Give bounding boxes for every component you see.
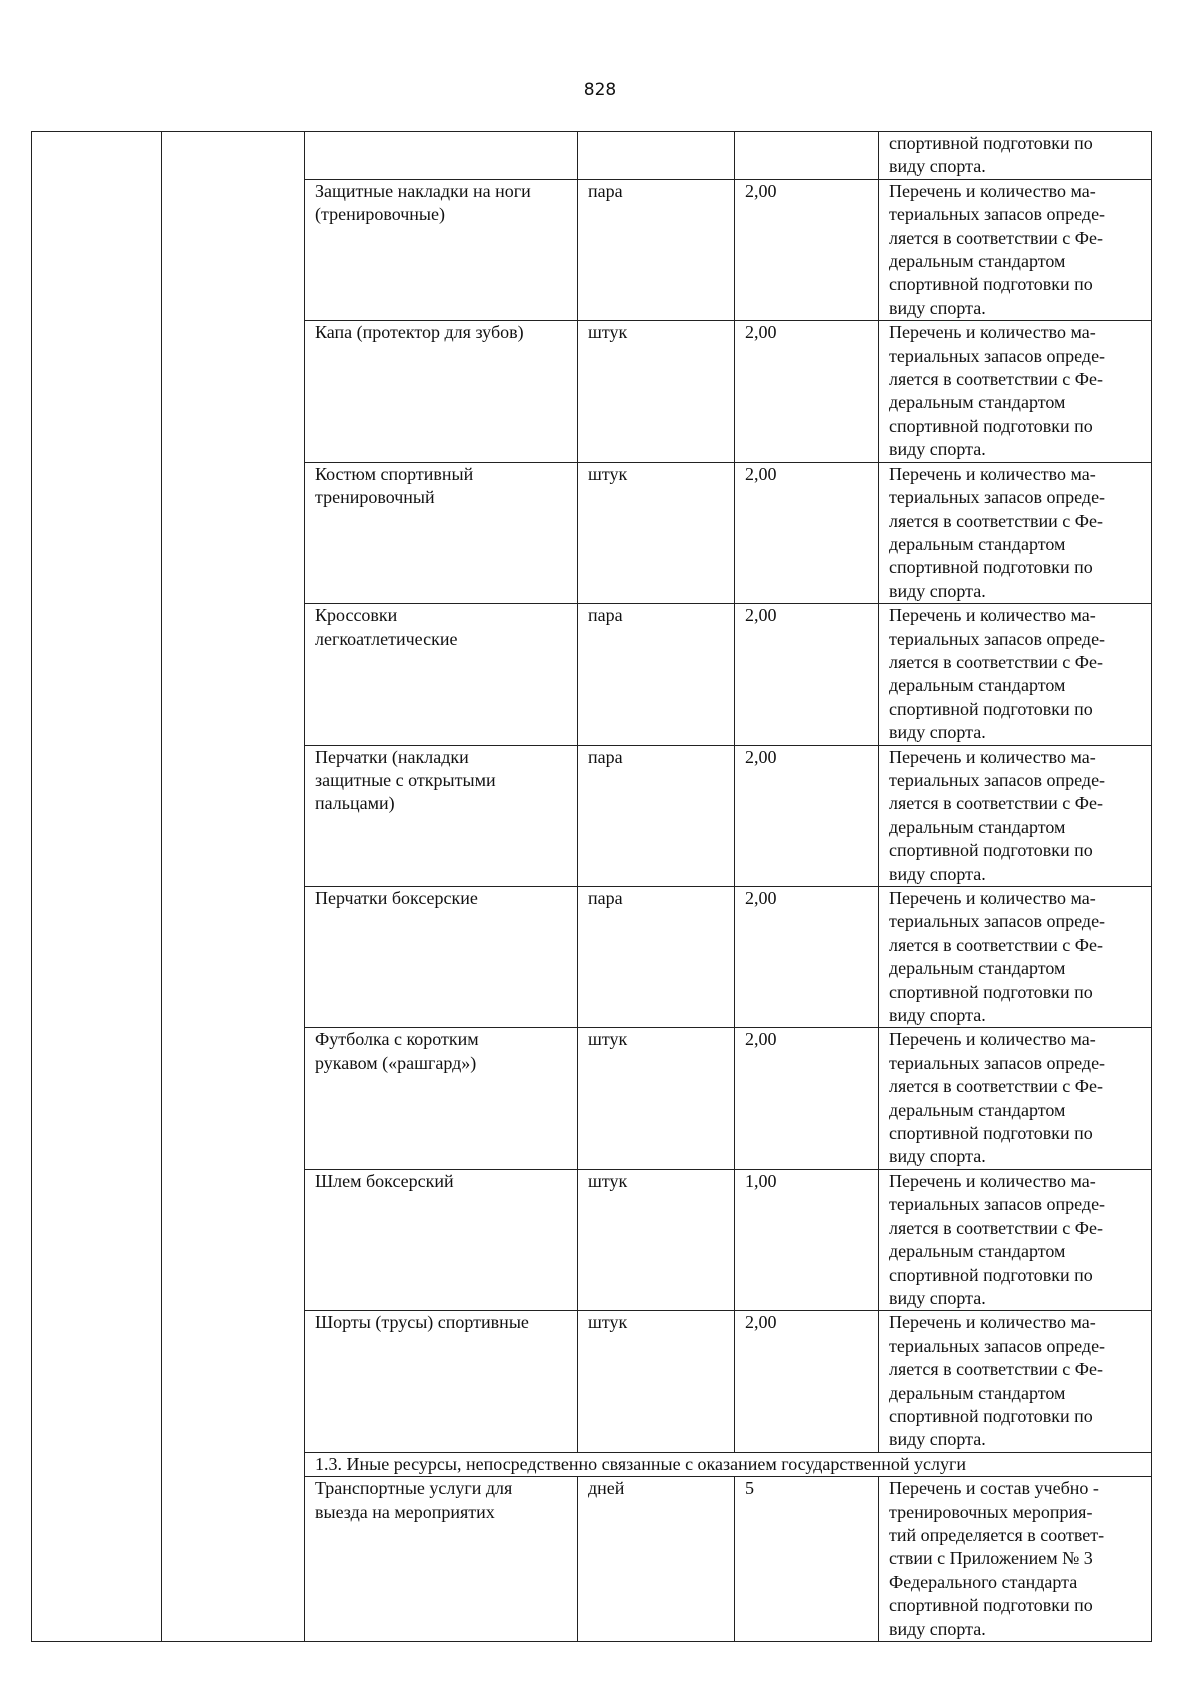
table-cell-note	[879, 1311, 1152, 1452]
note-line: виду спорта.	[889, 439, 986, 460]
note-line: виду спорта.	[889, 863, 986, 884]
note-line: спортивной подготовки по	[889, 274, 1093, 295]
table-cell-unit: дней	[578, 1477, 735, 1642]
note-line: деральным стандартом	[889, 1382, 1066, 1403]
note-line: спортивной подготовки по	[889, 133, 1093, 153]
table-cell-name	[305, 604, 578, 745]
note-line: виду спорта.	[889, 297, 986, 318]
item-name-line: (тренировочные)	[315, 204, 446, 225]
table-cell-name	[305, 321, 578, 462]
note-line: ляется в соответствии с Фе-	[889, 934, 1104, 955]
note-line: спортивной подготовки по	[889, 840, 1093, 861]
note-line: териальных запасов опреде-	[889, 1052, 1106, 1073]
section-heading: 1.3. Иные ресурсы, непосредственно связанные с оказанием государственной услуги	[305, 1452, 1152, 1476]
note-line: ляется в соответствии с Фе-	[889, 1359, 1104, 1380]
table-cell-unit: пара	[578, 604, 735, 745]
note-line: ляется в соответствии с Фе-	[889, 227, 1104, 248]
note-line: Перечень и количество ма-	[889, 746, 1096, 767]
note-line: виду спорта.	[889, 580, 986, 601]
note-line: спортивной подготовки по	[889, 981, 1093, 1002]
item-name-line: тренировочный	[315, 487, 435, 508]
note-line: ляется в соответствии с Фе-	[889, 1217, 1104, 1238]
table-cell-unit: штук	[578, 1311, 735, 1452]
table-cell-name	[305, 745, 578, 886]
table-cell-qty: 2,00	[735, 462, 879, 603]
table-cell-qty: 2,00	[735, 1311, 879, 1452]
page-number: 828	[583, 80, 617, 100]
note-line: Перечень и количество ма-	[889, 322, 1096, 343]
item-name-line: Защитные накладки на ноги	[315, 180, 531, 201]
item-name-line: пальцами)	[315, 793, 395, 814]
table-cell-name	[305, 179, 578, 320]
note-line: деральным стандартом	[889, 1241, 1066, 1262]
table-cell-name	[305, 1311, 578, 1452]
note-line: териальных запасов опреде-	[889, 628, 1106, 649]
note-line: деральным стандартом	[889, 675, 1066, 696]
item-name-line: легкоатлетические	[315, 628, 458, 649]
table-cell-note	[879, 1028, 1152, 1169]
note-line: спортивной подготовки по	[889, 1264, 1093, 1285]
table-cell-unit: штук	[578, 1169, 735, 1310]
note-line: Перечень и состав учебно -	[889, 1478, 1099, 1499]
note-line: ляется в соответствии с Фе-	[889, 1076, 1104, 1097]
table-cell-name	[305, 132, 578, 180]
resources-table	[31, 131, 1152, 1642]
note-line: Перечень и количество ма-	[889, 1312, 1096, 1333]
note-line: виду спорта.	[889, 1429, 986, 1450]
note-line: виду спорта.	[889, 1146, 986, 1167]
table-cell-qty: 2,00	[735, 887, 879, 1028]
table-cell-note	[879, 1477, 1152, 1642]
table-cell-note	[879, 321, 1152, 462]
table-cell-unit: штук	[578, 1028, 735, 1169]
table-cell-qty: 2,00	[735, 321, 879, 462]
note-line: виду спорта.	[889, 722, 986, 743]
table-cell-name	[305, 462, 578, 603]
resources-table-body	[32, 132, 1152, 1642]
item-name-line: Перчатки (накладки	[315, 746, 469, 767]
table-cell-note	[879, 1169, 1152, 1310]
note-line: деральным стандартом	[889, 816, 1066, 837]
table-cell-unit: штук	[578, 321, 735, 462]
table-cell-note	[879, 179, 1152, 320]
table-cell-note	[879, 462, 1152, 603]
table-cell-name	[305, 1477, 578, 1642]
table-cell-unit: пара	[578, 179, 735, 320]
table-cell-qty: 1,00	[735, 1169, 879, 1310]
item-name-line: выезда на мероприятих	[315, 1501, 495, 1522]
item-name-line: Футболка с коротким	[315, 1029, 479, 1050]
table-cell-note	[879, 604, 1152, 745]
table-row-continuation	[32, 132, 1152, 180]
note-line: деральным стандартом	[889, 1099, 1066, 1120]
table-cell-note	[879, 132, 1152, 180]
note-line: спортивной подготовки по	[889, 1123, 1093, 1144]
table-cell-note	[879, 887, 1152, 1028]
note-line: териальных запасов опреде-	[889, 911, 1106, 932]
item-name-line: Шорты (трусы) спортивные	[315, 1312, 529, 1333]
note-line: Перечень и количество ма-	[889, 180, 1096, 201]
table-cell-unit	[578, 132, 735, 180]
note-line: Федерального стандарта	[889, 1571, 1078, 1592]
note-line: спортивной подготовки по	[889, 557, 1093, 578]
note-line: териальных запасов опреде-	[889, 487, 1106, 508]
note-line: тий определяется в соответ-	[889, 1524, 1105, 1545]
note-line: териальных запасов опреде-	[889, 345, 1106, 366]
table-cell-qty: 5	[735, 1477, 879, 1642]
note-line: Перечень и количество ма-	[889, 463, 1096, 484]
table-cell-empty-col1	[32, 132, 162, 1642]
item-name-line: Кроссовки	[315, 605, 398, 626]
note-line: виду спорта.	[889, 1005, 986, 1026]
note-line: териальных запасов опреде-	[889, 204, 1106, 225]
note-line: спортивной подготовки по	[889, 698, 1093, 719]
table-cell-qty: 2,00	[735, 1028, 879, 1169]
note-line: териальных запасов опреде-	[889, 769, 1106, 790]
table-cell-note	[879, 745, 1152, 886]
table-cell-name	[305, 1169, 578, 1310]
table-cell-qty: 2,00	[735, 745, 879, 886]
note-line: деральным стандартом	[889, 251, 1066, 272]
table-cell-qty: 2,00	[735, 604, 879, 745]
item-name-line: Костюм спортивный	[315, 463, 474, 484]
note-line: ствии с Приложением № 3	[889, 1548, 1093, 1569]
note-line: Перечень и количество ма-	[889, 605, 1096, 626]
table-cell-qty	[735, 132, 879, 180]
note-line: спортивной подготовки по	[889, 1405, 1093, 1426]
note-line: териальных запасов опреде-	[889, 1194, 1106, 1215]
note-line: ляется в соответствии с Фе-	[889, 651, 1104, 672]
item-name-line: Шлем боксерский	[315, 1170, 454, 1191]
note-line: деральным стандартом	[889, 533, 1066, 554]
item-name-line: Перчатки боксерские	[315, 888, 478, 908]
table-cell-unit: штук	[578, 462, 735, 603]
note-line: спортивной подготовки по	[889, 415, 1093, 436]
table-cell-unit: пара	[578, 887, 735, 1028]
note-line: ляется в соответствии с Фе-	[889, 369, 1104, 390]
note-line: деральным стандартом	[889, 958, 1066, 979]
note-line: териальных запасов опреде-	[889, 1335, 1106, 1356]
item-name-line: защитные с открытыми	[315, 769, 496, 790]
table-cell-qty: 2,00	[735, 179, 879, 320]
note-line: спортивной подготовки по	[889, 1595, 1093, 1616]
item-name-line: Транспортные услуги для	[315, 1478, 513, 1499]
note-line: виду спорта.	[889, 1618, 986, 1639]
note-line: тренировочных мероприя-	[889, 1501, 1093, 1522]
note-line: Перечень и количество ма-	[889, 888, 1096, 908]
note-line: виду спорта.	[889, 1287, 986, 1308]
table-cell-name	[305, 887, 578, 1028]
note-line: деральным стандартом	[889, 392, 1066, 413]
table-cell-name	[305, 1028, 578, 1169]
table-cell-empty-col2	[162, 132, 305, 1642]
note-line: Перечень и количество ма-	[889, 1170, 1096, 1191]
note-line: ляется в соответствии с Фе-	[889, 510, 1104, 531]
note-line: виду спорта.	[889, 156, 986, 177]
note-line: ляется в соответствии с Фе-	[889, 793, 1104, 814]
item-name-line: рукавом («рашгард»)	[315, 1052, 477, 1073]
note-line: Перечень и количество ма-	[889, 1029, 1096, 1050]
table-cell-unit: пара	[578, 745, 735, 886]
item-name-line: Капа (протектор для зубов)	[315, 322, 524, 343]
